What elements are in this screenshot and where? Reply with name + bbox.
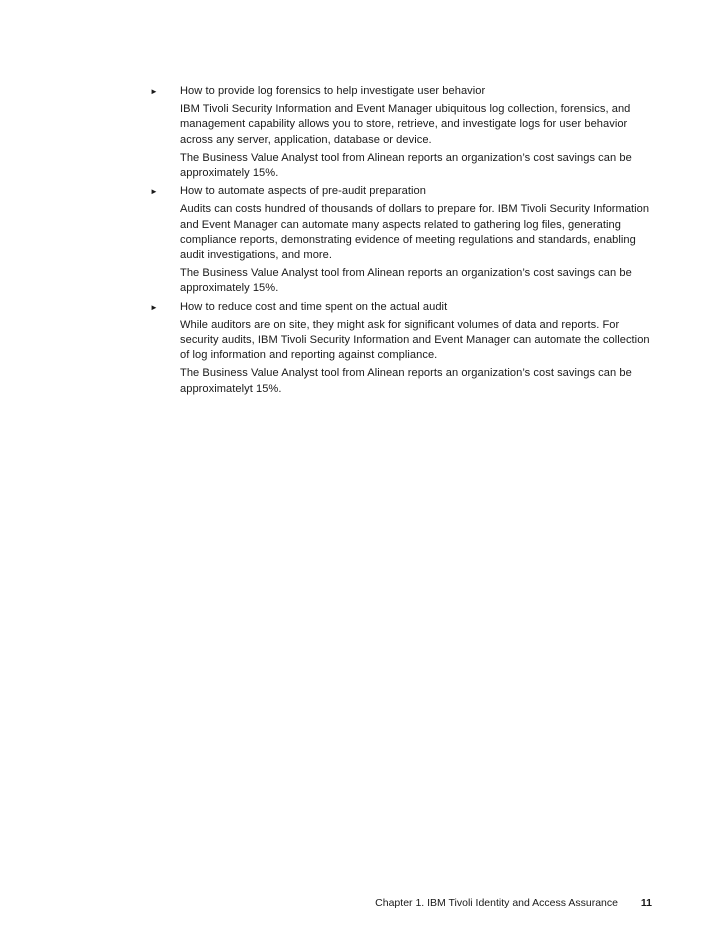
bullet-heading: How to provide log forensics to help investigate user behavior	[180, 85, 486, 97]
bullet-heading: How to reduce cost and time spent on the actual audit	[180, 300, 448, 313]
page-footer	[375, 896, 652, 910]
bullet-heading: How to automate aspects of pre-audit preparation	[180, 185, 426, 198]
paragraph: IBM Tivoli Security Information and Event Manager ubiquitous log collection, forensics, and management capability allows you to store, retrieve, and investigate logs for user behavior across any server, application, database or device.	[180, 103, 631, 146]
bullet-item-pre-audit	[150, 184, 660, 296]
paragraph: The Business Value Analyst tool from Alinean reports an organization’s cost savings can be approximately 15%.	[180, 151, 632, 180]
paragraph: The Business Value Analyst tool from Alinean reports an organization’s cost savings can be approximatelyt 15%.	[180, 367, 632, 395]
footer-chapter-title: Chapter 1. IBM Tivoli Identity and Access Assurance	[375, 897, 618, 909]
bullet-item-audit-cost	[150, 300, 660, 397]
bullet-arrow-icon: ►	[150, 187, 158, 197]
paragraph: The Business Value Analyst tool from Alinean reports an organization’s cost savings can be approximately 15%.	[180, 267, 632, 295]
bullet-arrow-icon: ►	[150, 302, 158, 312]
paragraph: While auditors are on site, they might ask for significant volumes of data and reports. For security audits, IBM Tivoli Security Information and Event Manager can automate the collection of log information and reporting against compliance.	[180, 318, 650, 362]
bullet-arrow-icon: ►	[150, 87, 158, 96]
page-body	[150, 84, 660, 400]
bullet-item-log-forensics	[150, 84, 660, 181]
footer-page-number: 11	[640, 897, 652, 909]
paragraph: Audits can costs hundred of thousands of dollars to prepare for. IBM Tivoli Security Information and Event Manager can automate many aspects related to gathering log files, generating compliance reports, demonstrating evidence of meeting regulations and standards, enabling audit investigations, and more.	[180, 203, 650, 262]
